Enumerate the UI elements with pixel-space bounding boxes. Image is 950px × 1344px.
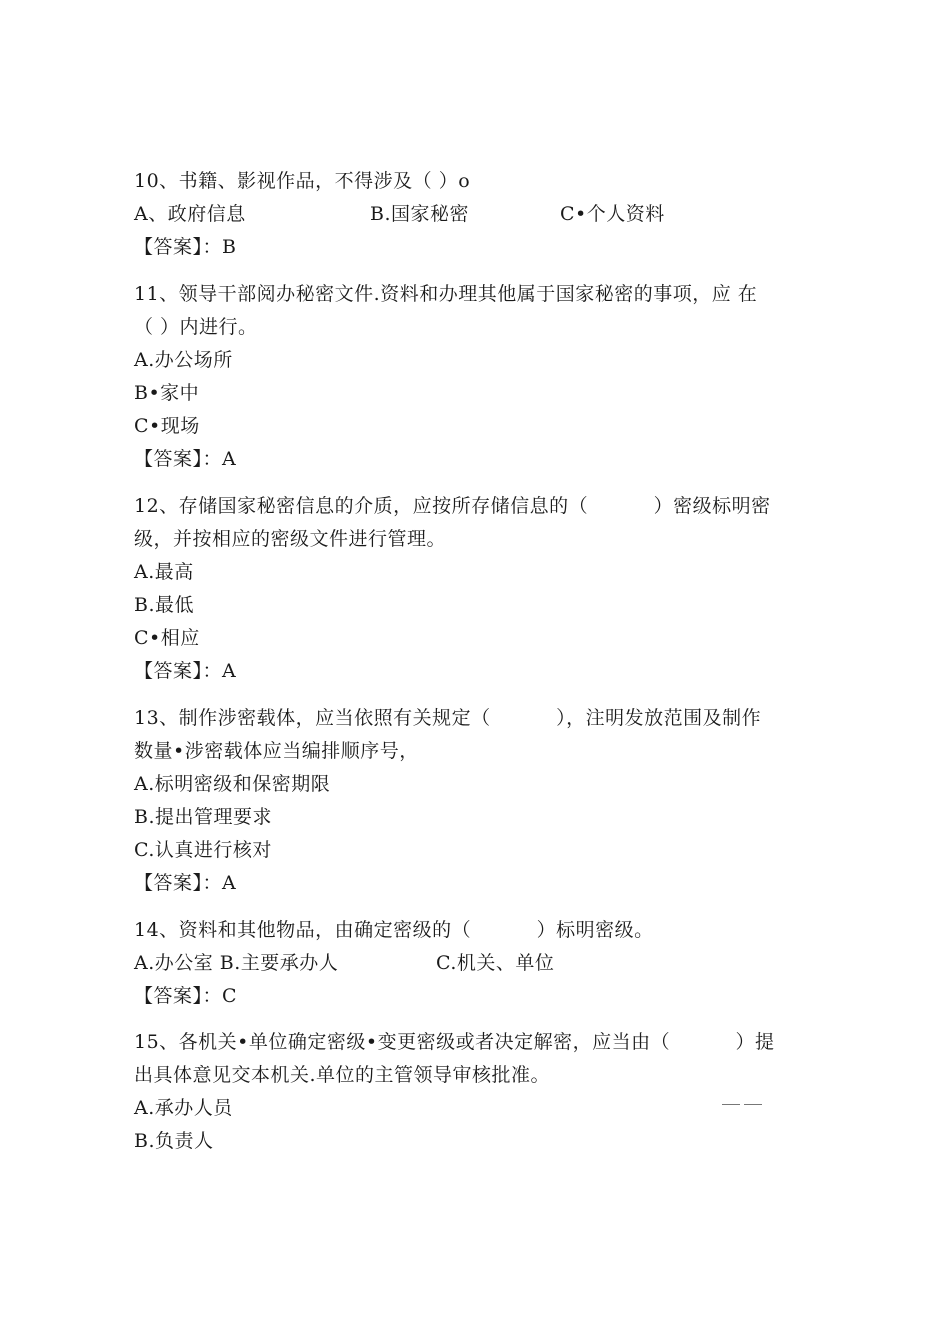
question-12-option-a: A.最高 [134,561,194,583]
question-14-answer: 【答案】：C [134,985,238,1007]
question-14-options-a-b: A.办公室 B.主要承办人 [134,952,339,974]
question-14-stem: 14、资料和其他物品，由确定密级的（ ）标明密级。 [134,919,654,941]
question-11-option-c: C•现场 [134,415,200,437]
question-15-option-a: A.承办人员 [134,1097,233,1119]
question-10-option-a: A、政府信息 [134,203,246,225]
scan-mark [722,1098,762,1110]
question-11-option-a: A.办公场所 [134,349,233,371]
scan-mark-dash-right [744,1104,762,1105]
question-15-stem-line-1: 15、各机关•单位确定密级•变更密级或者决定解密，应当由（ ）提 [134,1031,775,1053]
question-12-stem-line-2: 级，并按相应的密级文件进行管理。 [134,528,447,550]
question-13-option-a: A.标明密级和保密期限 [134,773,331,795]
question-12-stem-line-1: 12、存储国家秘密信息的介质，应按所存储信息的（ ）密级标明密 [134,495,771,517]
question-10-stem: 10、书籍、影视作品，不得涉及（ ）o [134,170,471,192]
question-14-option-c: C.机关、单位 [436,952,555,974]
question-10-option-b: B.国家秘密 [370,203,470,225]
question-15-stem-line-2: 出具体意见交本机关.单位的主管领导审核批准。 [134,1064,551,1086]
question-11-answer: 【答案】：A [134,448,237,470]
question-11-option-b: B•家中 [134,382,200,404]
question-13-stem-line-2: 数量•涉密载体应当编排顺序号， [134,740,419,762]
question-12-option-b: B.最低 [134,594,195,616]
question-15-option-b: B.负责人 [134,1130,214,1152]
question-12-option-c: C•相应 [134,627,200,649]
question-13-option-b: B.提出管理要求 [134,806,273,828]
question-11-stem-line-1: 11、领导干部阅办秘密文件.资料和办理其他属于国家秘密的事项，应 在 [134,283,758,305]
scan-mark-dash-left [722,1104,740,1105]
question-12-answer: 【答案】：A [134,660,237,682]
question-13-option-c: C.认真进行核对 [134,839,272,861]
question-10-option-c: C•个人资料 [560,203,665,225]
question-13-stem-line-1: 13、制作涉密载体，应当依照有关规定（ ），注明发放范围及制作 [134,707,762,729]
question-13-answer: 【答案】：A [134,872,237,894]
question-10-answer: 【答案】：B [134,236,237,258]
question-11-stem-line-2: （ ）内进行。 [134,316,258,338]
